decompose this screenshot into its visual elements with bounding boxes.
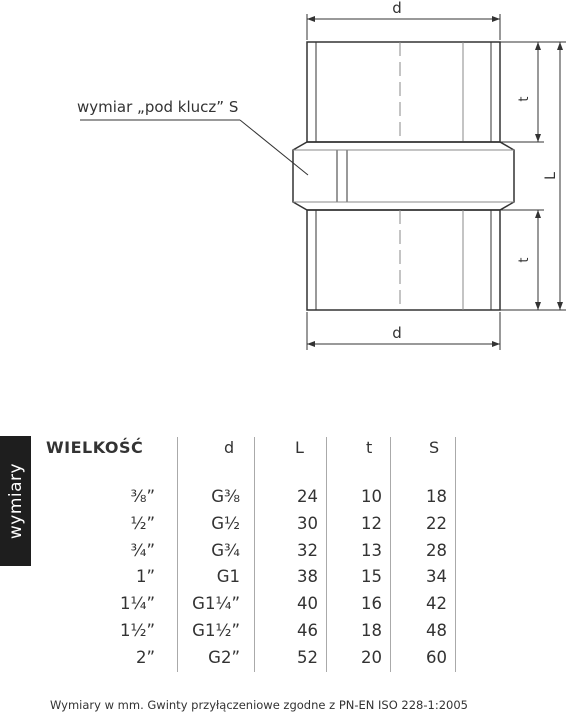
cell-S: 28 (426, 540, 447, 560)
cell-L: 52 (297, 647, 318, 667)
cell-t: 18 (361, 621, 382, 640)
label-t-bottom: t (517, 257, 532, 263)
header-t: t (366, 438, 373, 457)
cell-size: 1” (135, 567, 155, 587)
cell-t: 15 (361, 567, 382, 587)
cell-L: 30 (297, 513, 318, 533)
footer-note: Wymiary w mm. Gwinty przyłączeniowe zgodne z PN-EN ISO 228-1:2005 (50, 698, 468, 712)
column-divider (390, 437, 391, 672)
cell-t: 20 (361, 647, 382, 667)
lower-thread-body (307, 210, 500, 310)
cell-t: 16 (361, 594, 382, 614)
cell-d: G1 (216, 567, 240, 587)
cell-d: G¾ (211, 540, 240, 560)
label-d-top: d (392, 0, 402, 17)
cell-L: 38 (297, 567, 318, 587)
cell-L: 46 (297, 621, 318, 640)
cell-size: ⅜” (130, 487, 155, 506)
side-tab (0, 436, 31, 566)
cell-S: 18 (426, 487, 447, 506)
cell-S: 42 (426, 594, 447, 614)
side-tab-label: wymiary (5, 462, 26, 540)
cell-S: 22 (426, 513, 447, 533)
label-L: L (543, 172, 559, 180)
cell-size: ½” (130, 513, 155, 533)
cell-d: G1¼” (192, 594, 240, 614)
cell-t: 13 (361, 540, 382, 560)
header-wielkosc: WIELKOŚĆ (46, 438, 144, 457)
label-d-bottom: d (392, 324, 402, 342)
cell-S: 60 (426, 647, 447, 667)
cell-size: ¾” (130, 540, 155, 560)
cell-d: G2” (208, 647, 240, 667)
header-L: L (295, 438, 304, 457)
header-S: S (429, 438, 440, 457)
cell-d: G1½” (192, 621, 240, 640)
cell-L: 32 (297, 540, 318, 560)
cell-d: G⅜ (211, 487, 240, 506)
label-t-top: t (517, 96, 532, 102)
cell-size: 1½” (119, 621, 155, 640)
upper-thread-body (307, 42, 500, 142)
cell-t: 10 (361, 487, 382, 506)
column-divider (326, 437, 327, 672)
hex-nut (293, 142, 514, 210)
cell-t: 12 (361, 513, 382, 533)
column-divider (455, 437, 456, 672)
callout-label: wymiar „pod klucz” S (77, 98, 239, 116)
header-d: d (224, 438, 235, 457)
cell-size: 2” (135, 647, 155, 667)
cell-S: 48 (426, 621, 447, 640)
cell-L: 40 (297, 594, 318, 614)
cell-L: 24 (297, 487, 318, 506)
cell-d: G½ (211, 513, 240, 533)
cell-S: 34 (426, 567, 447, 587)
column-divider (254, 437, 255, 672)
cell-size: 1¼” (119, 594, 155, 614)
